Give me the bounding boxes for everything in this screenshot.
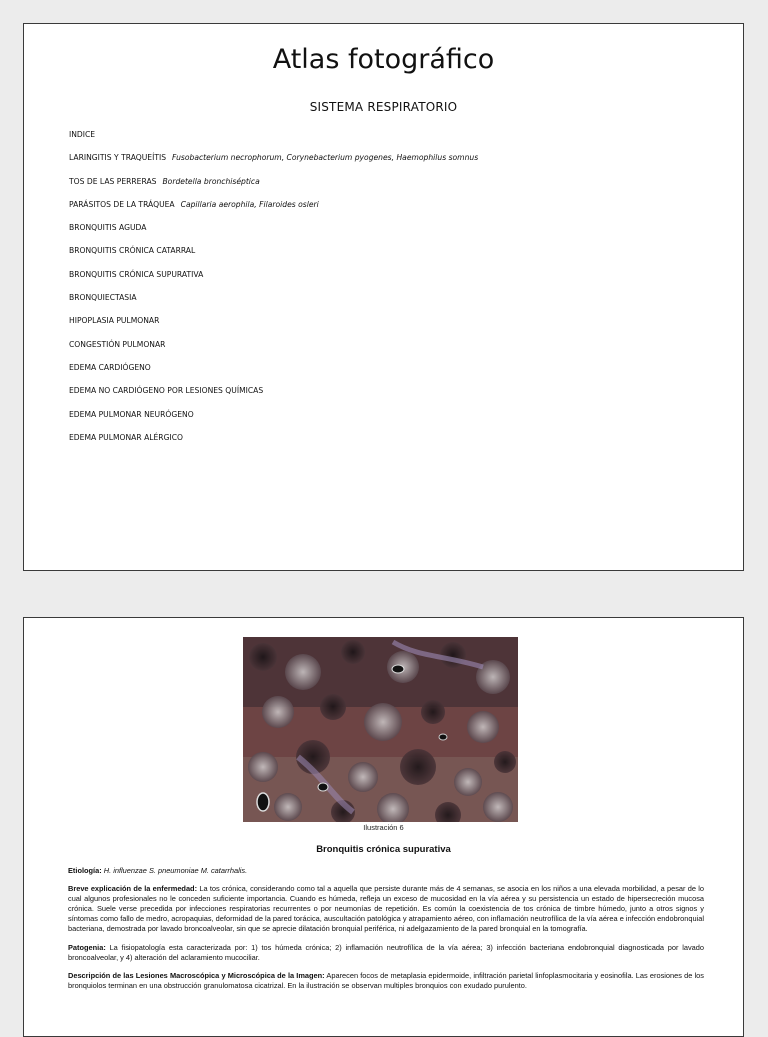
index-item-label: EDEMA PULMONAR ALÉRGICO bbox=[69, 432, 183, 442]
descripcion-paragraph: Descripción de las Lesiones Macroscópica y Microscópica de la Imagen: Aparecen focos de metaplasia epidermoide, infiltración parietal linfoplasmocitaria y eosinofila. Las erosiones de los bronquiolos terminan en una obstrucción granulomatosa cicatrizal. En la ilustración se observan multiples bronquios con exudado purulento. bbox=[68, 970, 704, 990]
index-item-label: CONGESTIÓN PULMONAR bbox=[69, 339, 166, 349]
etiologia-value: H. influenzae S. pneumoniae M. catarrhalis. bbox=[103, 866, 248, 875]
index-item bbox=[69, 362, 478, 385]
index-item-label: BRONQUIECTASIA bbox=[69, 293, 137, 303]
explicacion-paragraph: Breve explicación de la enfermedad: La tos crónica, considerando como tal a aquella que persiste durante más de 4 semanas, se asocia en los niños a una elevada morbilidad, a pesar de lo cual algunos profesionales no le conceden suficiente importancia. Cuando es húmeda, refleja un exceso de mucosidad en la vía aérea y su persistencia un estado de hipersecreción mucosa crónica. Suele verse precedida por infecciones respiratorias recurrentes o por neumonías de repetición. Es común la coexistencia de tos crónica de timbre húmedo, junto a otros signos y síntomas como fallo de medro, acropaquias, deformidad de la pared torácica, auscultación patológica y atrapamiento aéreo, con inflamación neutrofílica de la vía aérea e infección endobronquial bacteriana, demostrada por lavado broncoalveolar, sin que se aprecie dilatación bronquial periférica, ni adelgazamiento de la pared bronquial en la tomografía. bbox=[68, 884, 704, 934]
index-item-label: BRONQUITIS CRÓNICA SUPURATIVA bbox=[69, 269, 204, 279]
index-item bbox=[69, 339, 478, 362]
index-item-label: EDEMA PULMONAR NEURÓGENO bbox=[69, 409, 194, 419]
index-item bbox=[69, 129, 478, 152]
index-item-label: BRONQUITIS CRÓNICA CATARRAL bbox=[69, 246, 196, 256]
index-list bbox=[69, 129, 478, 455]
patogenia-paragraph: Patogenia: La fisiopatología esta caracterizada por: 1) tos húmeda crónica; 2) inflamación neutrofílica de la vía aérea; 3) infección bacteriana endobronquial diagnosticada por lavado broncoalveolar, y 4) alteración del aclaramiento mucociliar. bbox=[68, 942, 704, 962]
index-item bbox=[69, 176, 478, 199]
document-page-1 bbox=[23, 23, 744, 571]
index-item-label: LARINGITIS Y TRAQUEÍTIS bbox=[69, 153, 167, 163]
index-item bbox=[69, 432, 478, 455]
index-item-label: HIPOPLASIA PULMONAR bbox=[69, 316, 160, 326]
index-item bbox=[69, 152, 478, 175]
index-item-organisms: Fusobacterium necrophorum, Corynebacterium pyogenes, Haemophilus somnus bbox=[172, 153, 479, 163]
descripcion-text: Aparecen focos de metaplasia epidermoide, infiltración parietal linfoplasmocitaria y eosinofila. Las erosiones de los bronquiolos terminan en una obstrucción granulomatosa cicatrizal. En la ilustración se observan multiples bronquios con exudado purulento. bbox=[68, 970, 704, 990]
index-item-label: TOS DE LAS PERRERAS bbox=[69, 176, 157, 186]
document-page-2 bbox=[23, 617, 744, 1037]
index-item bbox=[69, 409, 478, 432]
etiologia-paragraph: Etiología: H. influenzae S. pneumoniae M. catarrhalis. bbox=[68, 866, 248, 875]
etiologia-label: Etiología bbox=[68, 866, 100, 875]
illustration-photo bbox=[243, 637, 518, 822]
index-item bbox=[69, 292, 478, 315]
index-item bbox=[69, 199, 478, 222]
index-item-label: BRONQUITIS AGUDA bbox=[69, 223, 147, 233]
index-item-label: INDICE bbox=[69, 130, 96, 139]
index-item bbox=[69, 385, 478, 408]
index-item bbox=[69, 222, 478, 245]
index-item-label: EDEMA NO CARDIÓGENO POR LESIONES QUÍMICAS bbox=[69, 386, 264, 396]
figure-caption: Ilustración 6 bbox=[363, 823, 404, 832]
patogenia-label: Patogenia bbox=[68, 942, 104, 952]
explicacion-text: La tos crónica, considerando como tal a aquella que persiste durante más de 4 semanas, se asocia en los niños a una elevada morbilidad, a pesar de lo cual algunos profesionales no le conceden suficiente importancia. Cuando es húmeda, refleja un exceso de mucosidad en la vía aérea y su persistencia un estado de hipersecreción mucosa crónica. Suele verse precedida por infecciones respiratorias recurrentes o por neumonías de repetición. Es común la coexistencia de tos crónica de timbre húmedo, junto a otros signos y síntomas como fallo de medro, acropaquias, deformidad de la pared torácica, auscultación patológica y atrapamiento aéreo, con inflamación neutrofílica de la vía aérea e infección endobronquial bacteriana, demostrada por lavado broncoalveolar, sin que se aprecie dilatación bronquial periférica, ni adelgazamiento de la pared bronquial en la tomografía. bbox=[68, 884, 704, 934]
document-body bbox=[68, 866, 704, 999]
index-item-organisms: Capillaria aerophila, Filaroides osleri bbox=[180, 199, 319, 209]
index-item bbox=[69, 245, 478, 268]
index-item-label: EDEMA CARDIÓGENO bbox=[69, 362, 151, 372]
page-subtitle: SISTEMA RESPIRATORIO bbox=[309, 100, 458, 114]
index-item-label: PARÁSITOS DE LA TRÁQUEA bbox=[69, 199, 175, 209]
index-item-organisms: Bordetella bronchiséptica bbox=[162, 176, 260, 186]
lung-tissue-photo bbox=[243, 637, 518, 822]
descripcion-label: Descripción de las Lesiones Macroscópica y Microscópica de la Imagen bbox=[68, 970, 323, 980]
page-title: Atlas fotográfico bbox=[272, 44, 495, 75]
index-item bbox=[69, 269, 478, 292]
index-item bbox=[69, 315, 478, 338]
explicacion-label: Breve explicación de la enfermedad bbox=[68, 884, 195, 894]
patogenia-text: La fisiopatología esta caracterizada por: 1) tos húmeda crónica; 2) inflamación neutrofílica de la vía aérea; 3) infección bacteriana endobronquial diagnosticada por lavado broncoalveolar, y 4) alteración del aclaramiento mucociliar. bbox=[68, 942, 704, 962]
figure-title: Bronquitis crónica supurativa bbox=[316, 844, 451, 855]
